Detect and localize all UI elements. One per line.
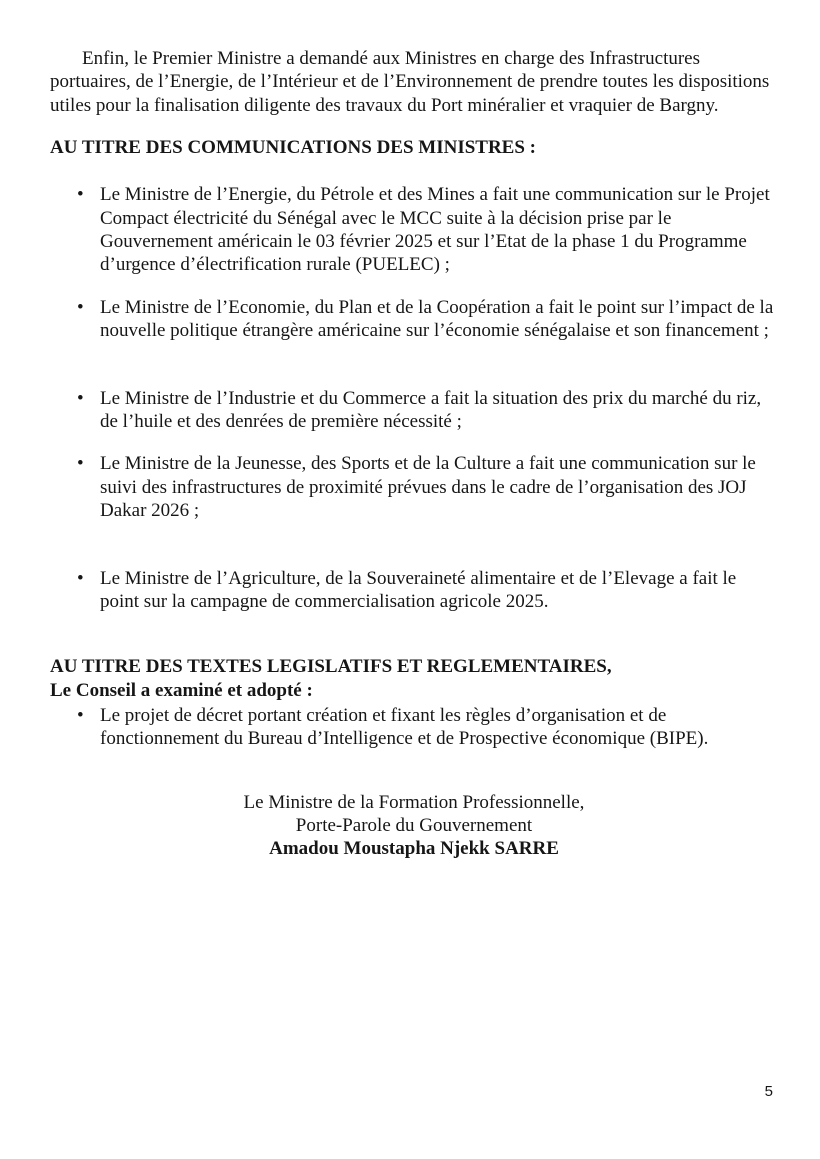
section-heading-textes-line1: AU TITRE DES TEXTES LEGISLATIFS ET REGLEMENTAIRES, xyxy=(50,656,612,678)
section-heading-communications: AU TITRE DES COMMUNICATIONS DES MINISTRES : xyxy=(50,137,536,159)
list-item-industrie: • Le Ministre de l’Industrie et du Commerce a fait la situation des prix du marché du riz, de l’huile et des denrées de première nécessité ; xyxy=(50,387,778,434)
textes-list xyxy=(50,704,778,751)
intro-paragraph: Enfin, le Premier Ministre a demandé aux Ministres en charge des Infrastructures portuaires, de l’Energie, de l’Intérieur et de l’Environnement de prendre toutes les dispositions utiles pour la finalisation diligente des travaux du Port minéralier et vraquier de Bargny. xyxy=(50,48,770,116)
signature-title-line1: Le Ministre de la Formation Professionnelle, xyxy=(243,791,585,813)
communications-list xyxy=(50,183,778,613)
signature-title-line2: Porte-Parole du Gouvernement xyxy=(295,814,533,836)
signature-block xyxy=(50,791,778,861)
section-heading-textes-line2: Le Conseil a examiné et adopté : xyxy=(50,679,313,701)
list-item-decret-bipe: • Le projet de décret portant création et fixant les règles d’organisation et de fonctionnement du Bureau d’Intelligence et de Prospective économique (BIPE). xyxy=(50,704,778,751)
list-item-economie: • Le Ministre de l’Economie, du Plan et de la Coopération a fait le point sur l’impact de la nouvelle politique étrangère américaine sur l’économie sénégalaise et son financement ; xyxy=(50,296,778,343)
signature-name: Amadou Moustapha Njekk SARRE xyxy=(269,838,559,860)
list-item-energie: • Le Ministre de l’Energie, du Pétrole et des Mines a fait une communication sur le Projet Compact électricité du Sénégal avec le MCC suite à la décision prise par le Gouvernement américain le 03 février 2025 et sur l’Etat de la phase 1 du Programme d’urgence d’électrification rurale (PUELEC) ; xyxy=(50,183,778,277)
section-heading-textes xyxy=(50,655,778,702)
list-item-agriculture: • Le Ministre de l’Agriculture, de la Souveraineté alimentaire et de l’Elevage a fait le point sur la campagne de commercialisation agricole 2025. xyxy=(50,567,778,614)
list-item-jeunesse: • Le Ministre de la Jeunesse, des Sports et de la Culture a fait une communication sur le suivi des infrastructures de proximité prévues dans le cadre de l’organisation des JOJ Dakar 2026 ; xyxy=(50,452,778,522)
page-number: 5 xyxy=(764,1083,773,1100)
